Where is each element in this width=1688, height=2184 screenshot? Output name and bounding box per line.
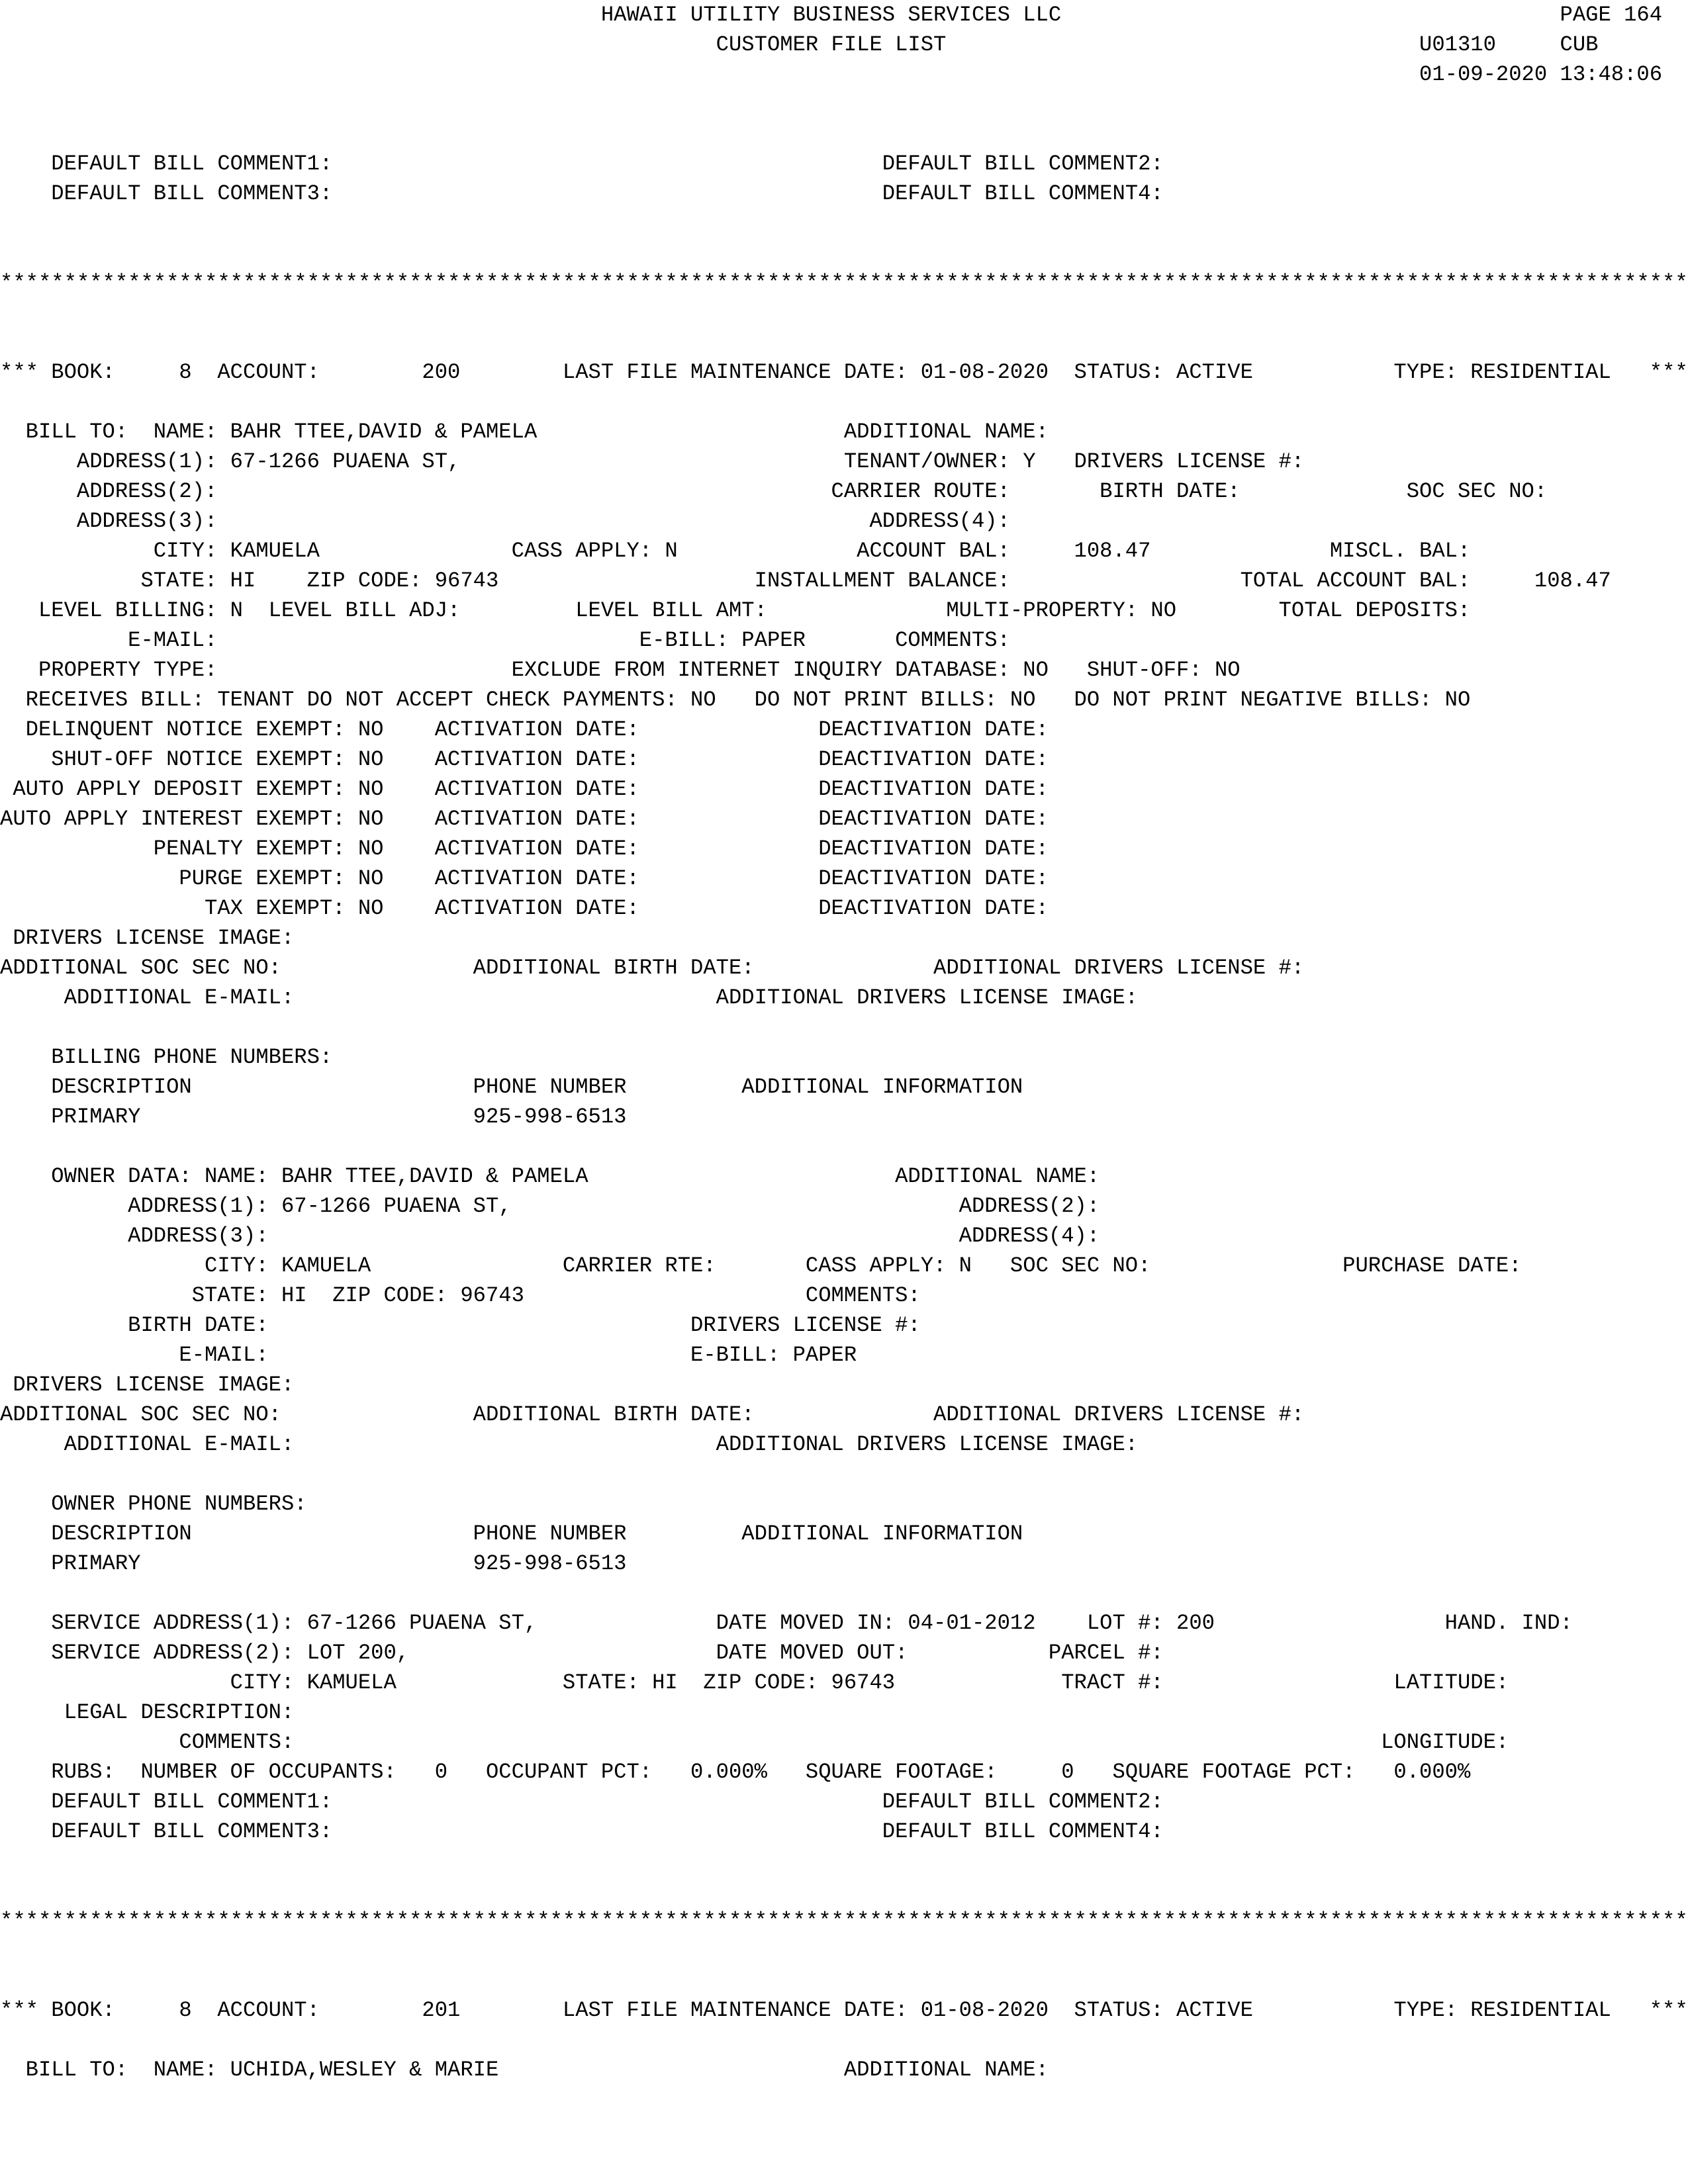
r200-billing-phone-primary: PRIMARY 925-998-6513 (0, 1105, 627, 1129)
r200-delinquent-notice-exempt: DELINQUENT NOTICE EXEMPT: NO ACTIVATION DATE: DEACTIVATION DATE: (0, 717, 1049, 742)
r200-rubs: RUBS: NUMBER OF OCCUPANTS: 0 OCCUPANT PCT: 0.000% SQUARE FOOTAGE: 0 SQUARE FOOTAGE PCT: 0.000% (0, 1760, 1471, 1784)
record-separator-1: ************************************************************************************************************************************ (0, 271, 1688, 295)
r200-auto-apply-deposit-exempt: AUTO APPLY DEPOSIT EXEMPT: NO ACTIVATION DATE: DEACTIVATION DATE: (0, 777, 1049, 801)
r200-tax-exempt: TAX EXEMPT: NO ACTIVATION DATE: DEACTIVATION DATE: (0, 896, 1049, 921)
r200-owner-drivers-license-image: DRIVERS LICENSE IMAGE: (0, 1373, 295, 1397)
r200-owner-phone-numbers-title: OWNER PHONE NUMBERS: (0, 1492, 307, 1516)
r200-shutoff-notice-exempt: SHUT-OFF NOTICE EXEMPT: NO ACTIVATION DATE: DEACTIVATION DATE: (0, 747, 1049, 772)
report-header-line2: CUSTOMER FILE LIST U01310 CUB (0, 32, 1599, 57)
r201-bill-to-name: BILL TO: NAME: UCHIDA,WESLEY & MARIE ADDITIONAL NAME: (0, 2058, 1049, 2082)
r200-drivers-license-image: DRIVERS LICENSE IMAGE: (0, 926, 295, 950)
top-default-bill-comments-3-4: DEFAULT BILL COMMENT3: DEFAULT BILL COMMENT4: (0, 181, 1164, 206)
top-default-bill-comments-1-2: DEFAULT BILL COMMENT1: DEFAULT BILL COMMENT2: (0, 152, 1164, 176)
r200-bill-to-name: BILL TO: NAME: BAHR TTEE,DAVID & PAMELA ADDITIONAL NAME: (0, 420, 1049, 444)
r200-default-bill-comments-3-4: DEFAULT BILL COMMENT3: DEFAULT BILL COMMENT4: (0, 1819, 1164, 1844)
r200-owner-additional-ids: ADDITIONAL SOC SEC NO: ADDITIONAL BIRTH DATE: ADDITIONAL DRIVERS LICENSE #: (0, 1402, 1305, 1427)
r200-default-bill-comments-1-2: DEFAULT BILL COMMENT1: DEFAULT BILL COMMENT2: (0, 1790, 1164, 1814)
r200-owner-city-carrier-cass-ssn-purchase: CITY: KAMUELA CARRIER RTE: CASS APPLY: N SOC SEC NO: PURCHASE DATE: (0, 1253, 1522, 1278)
r200-owner-additional-email: ADDITIONAL E-MAIL: ADDITIONAL DRIVERS LICENSE IMAGE: (0, 1432, 1139, 1457)
r200-billing-phone-numbers-title: BILLING PHONE NUMBERS: (0, 1045, 333, 1069)
r200-address1-tenant-owner: ADDRESS(1): 67-1266 PUAENA ST, TENANT/OWNER: Y DRIVERS LICENSE #: (0, 449, 1305, 474)
r200-owner-phone-primary: PRIMARY 925-998-6513 (0, 1551, 627, 1576)
r200-receives-bill-flags: RECEIVES BILL: TENANT DO NOT ACCEPT CHECK PAYMENTS: NO DO NOT PRINT BILLS: NO DO NOT PRINT NEGATIVE BILLS: NO (0, 688, 1471, 712)
r200-comments-longitude: COMMENTS: LONGITUDE: (0, 1730, 1509, 1754)
report-header-line1: HAWAII UTILITY BUSINESS SERVICES LLC PAGE 164 (0, 3, 1663, 27)
r200-level-billing: LEVEL BILLING: N LEVEL BILL ADJ: LEVEL BILL AMT: MULTI-PROPERTY: NO TOTAL DEPOSITS: (0, 598, 1471, 623)
r200-city-cass-account-bal: CITY: KAMUELA CASS APPLY: N ACCOUNT BAL: 108.47 MISCL. BAL: (0, 539, 1471, 563)
report-header-timestamp: 01-09-2020 13:48:06 (0, 62, 1663, 87)
r200-additional-email: ADDITIONAL E-MAIL: ADDITIONAL DRIVERS LICENSE IMAGE: (0, 985, 1139, 1010)
r200-address2-carrier-birth-ssn: ADDRESS(2): CARRIER ROUTE: BIRTH DATE: SOC SEC NO: (0, 479, 1548, 504)
r200-service-address1: SERVICE ADDRESS(1): 67-1266 PUAENA ST, DATE MOVED IN: 04-01-2012 LOT #: 200 HAND. IND: (0, 1611, 1573, 1635)
record-201-header: *** BOOK: 8 ACCOUNT: 201 LAST FILE MAINTENANCE DATE: 01-08-2020 STATUS: ACTIVE TYPE: RESIDENTIAL *** (0, 1998, 1688, 2023)
r200-owner-state-zip-comments: STATE: HI ZIP CODE: 96743 COMMENTS: (0, 1283, 921, 1308)
r200-owner-data-name: OWNER DATA: NAME: BAHR TTEE,DAVID & PAMELA ADDITIONAL NAME: (0, 1164, 1100, 1189)
record-separator-2: ************************************************************************************************************************************ (0, 1909, 1688, 1933)
r200-email-ebill-comments: E-MAIL: E-BILL: PAPER COMMENTS: (0, 628, 1010, 653)
r200-owner-address3-4: ADDRESS(3): ADDRESS(4): (0, 1224, 1100, 1248)
r200-service-city-state-zip: CITY: KAMUELA STATE: HI ZIP CODE: 96743 TRACT #: LATITUDE: (0, 1670, 1509, 1695)
r200-owner-phone-header: DESCRIPTION PHONE NUMBER ADDITIONAL INFORMATION (0, 1522, 1023, 1546)
r200-property-type-exclusions: PROPERTY TYPE: EXCLUDE FROM INTERNET INQUIRY DATABASE: NO SHUT-OFF: NO (0, 658, 1241, 682)
r200-penalty-exempt: PENALTY EXEMPT: NO ACTIVATION DATE: DEACTIVATION DATE: (0, 837, 1049, 861)
r200-purge-exempt: PURGE EXEMPT: NO ACTIVATION DATE: DEACTIVATION DATE: (0, 866, 1049, 891)
r200-legal-description: LEGAL DESCRIPTION: (0, 1700, 295, 1725)
r200-additional-ids: ADDITIONAL SOC SEC NO: ADDITIONAL BIRTH DATE: ADDITIONAL DRIVERS LICENSE #: (0, 956, 1305, 980)
r200-owner-email-ebill: E-MAIL: E-BILL: PAPER (0, 1343, 857, 1367)
r200-owner-address1-2: ADDRESS(1): 67-1266 PUAENA ST, ADDRESS(2): (0, 1194, 1100, 1218)
r200-owner-birth-dl: BIRTH DATE: DRIVERS LICENSE #: (0, 1313, 921, 1338)
r200-address3-address4: ADDRESS(3): ADDRESS(4): (0, 509, 1010, 533)
r200-auto-apply-interest-exempt: AUTO APPLY INTEREST EXEMPT: NO ACTIVATION DATE: DEACTIVATION DATE: (0, 807, 1049, 831)
r200-billing-phone-header: DESCRIPTION PHONE NUMBER ADDITIONAL INFORMATION (0, 1075, 1023, 1099)
record-200-header: *** BOOK: 8 ACCOUNT: 200 LAST FILE MAINTENANCE DATE: 01-08-2020 STATUS: ACTIVE TYPE: RESIDENTIAL *** (0, 360, 1688, 385)
r200-state-zip-balances: STATE: HI ZIP CODE: 96743 INSTALLMENT BALANCE: TOTAL ACCOUNT BAL: 108.47 (0, 569, 1611, 593)
r200-service-address2: SERVICE ADDRESS(2): LOT 200, DATE MOVED OUT: PARCEL #: (0, 1641, 1164, 1665)
